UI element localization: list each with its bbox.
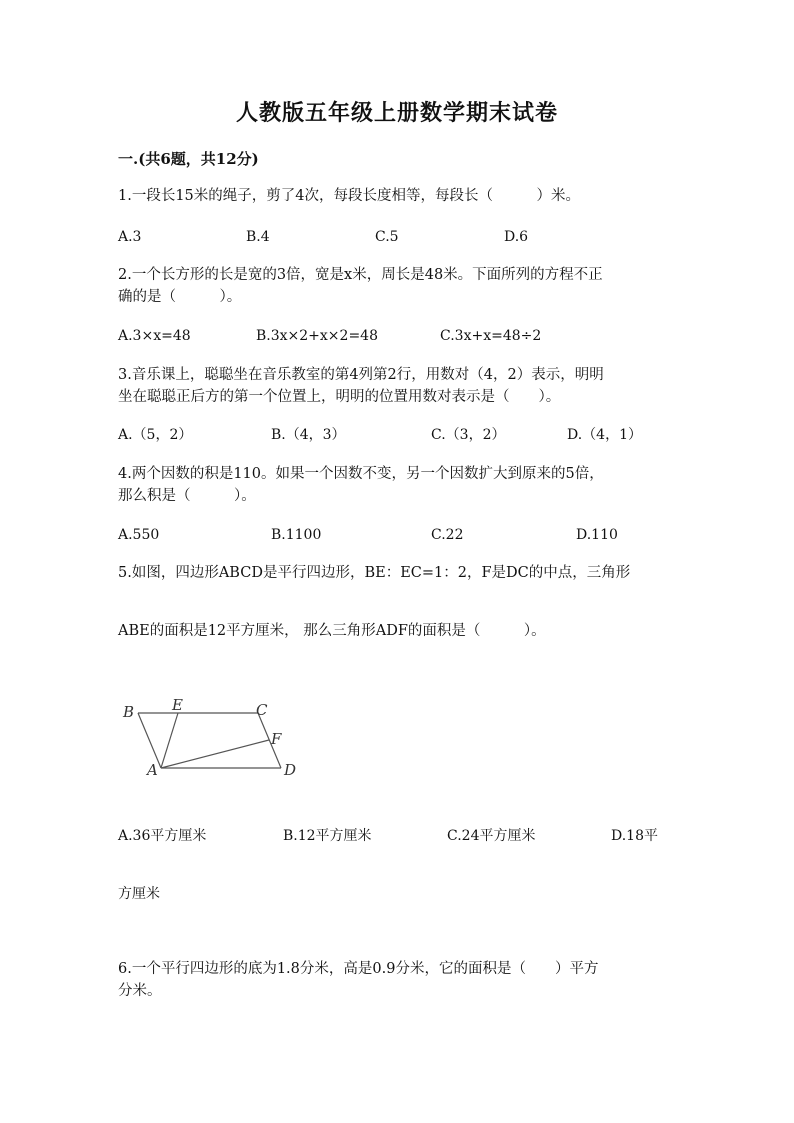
question-3-text-line2: 坐在聪聪正后方的第一个位置上，明明的位置用数对表示是（ ）。: [118, 389, 561, 405]
question-4-option-c[interactable]: C.22: [431, 527, 464, 543]
question-4-option-d[interactable]: D.110: [576, 527, 618, 543]
label-b: B: [123, 703, 135, 721]
question-1-text: 1.一段长15米的绳子，剪了4次，每段长度相等，每段长（ ）米。: [118, 188, 581, 204]
question-3-text-line1: 3.音乐课上，聪聪坐在音乐教室的第4列第2行，用数对（4，2）表示，明明: [118, 367, 604, 383]
label-e: E: [172, 696, 183, 714]
segment-ae: [161, 713, 178, 768]
question-3-option-a[interactable]: A.（5，2）: [118, 427, 193, 443]
question-6-text-line2: 分米。: [118, 983, 162, 999]
question-5-text-line2: ABE的面积是12平方厘米， 那么三角形ADF的面积是（ ）。: [118, 623, 546, 639]
question-5-option-c[interactable]: C.24平方厘米: [447, 828, 536, 844]
label-d: D: [284, 761, 297, 779]
question-3-option-d[interactable]: D.（4，1）: [567, 427, 642, 443]
question-2-option-a[interactable]: A.3×x=48: [118, 328, 191, 344]
page-title: 人教版五年级上册数学期末试卷: [235, 100, 558, 126]
question-1-option-c[interactable]: C.5: [375, 229, 399, 245]
question-4-text-line2: 那么积是（ ）。: [118, 488, 256, 504]
question-4-option-a[interactable]: A.550: [118, 527, 160, 543]
segment-af: [161, 740, 269, 768]
section-heading: 一.(共6题，共12分): [118, 150, 259, 168]
edge-ab: [138, 713, 161, 768]
parallelogram-figure: [118, 695, 308, 785]
question-3-option-b[interactable]: B.（4，3）: [271, 427, 346, 443]
question-5-text-line1: 5.如图，四边形ABCD是平行四边形，BE：EC=1：2，F是DC的中点，三角形: [118, 565, 631, 581]
question-6-text-line1: 6.一个平行四边形的底为1.8分米，高是0.9分米，它的面积是（ ）平方: [118, 961, 599, 977]
question-2-option-c[interactable]: C.3x+x=48÷2: [440, 328, 542, 344]
question-1-option-b[interactable]: B.4: [246, 229, 270, 245]
question-5-option-a[interactable]: A.36平方厘米: [118, 828, 207, 844]
question-5-option-d[interactable]: D.18平: [611, 828, 658, 844]
question-2-text-line1: 2.一个长方形的长是宽的3倍，宽是x米，周长是48米。下面所列的方程不正: [118, 267, 603, 283]
question-1-option-d[interactable]: D.6: [504, 229, 529, 245]
question-5-option-b[interactable]: B.12平方厘米: [283, 828, 372, 844]
label-f: F: [271, 730, 282, 748]
question-4-text-line1: 4.两个因数的积是110。如果一个因数不变，另一个因数扩大到原来的5倍，: [118, 466, 604, 482]
question-2-option-b[interactable]: B.3x×2+x×2=48: [256, 328, 378, 344]
label-a: A: [147, 761, 158, 779]
question-4-option-b[interactable]: B.1100: [271, 527, 322, 543]
question-2-text-line2: 确的是（ ）。: [118, 289, 242, 305]
question-3-option-c[interactable]: C.（3，2）: [431, 427, 506, 443]
question-1-option-a[interactable]: A.3: [118, 229, 142, 245]
label-c: C: [256, 701, 268, 719]
question-5-option-d-wrap: 方厘米: [118, 886, 160, 902]
